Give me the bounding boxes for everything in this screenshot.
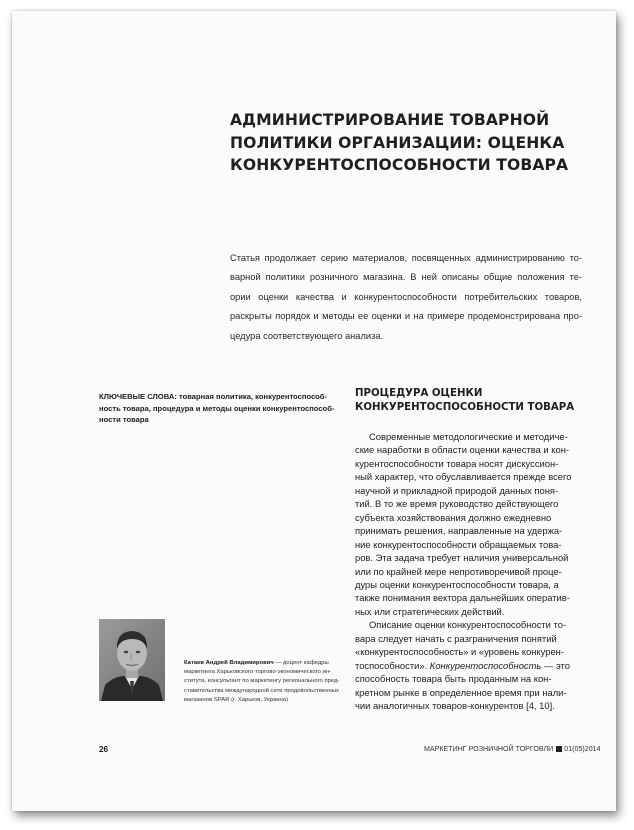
square-bullet-icon	[556, 746, 562, 752]
page-number: 26	[99, 745, 109, 754]
article-lead	[230, 249, 582, 346]
body-line: принимать решения, направленные на удержа-	[355, 525, 563, 537]
journal-name: МАРКЕТИНГ РОЗНИЧНОЙ ТОРГОВЛИ	[424, 745, 554, 753]
body-line: ские наработки в области оценки качества и кон-	[355, 444, 569, 456]
body-line: научной и прикладной природой данных поня-	[355, 484, 559, 496]
body-line: курентоспособности товара носят дискуссион-	[355, 457, 559, 469]
author-line: магазинов SPAR (г. Харьков, Украина)	[184, 696, 289, 703]
body-line: дуры оценки конкурентоспособности товара, а	[355, 578, 559, 590]
lead-line: Статья продолжает серию материалов, посвященных администрированию то-	[230, 253, 582, 263]
keywords-block	[99, 391, 335, 426]
title-line: ПОЛИТИКИ ОРГАНИЗАЦИИ: ОЦЕНКА	[230, 133, 565, 152]
lead-line: ории оценки качества и конкурентоспособности потребительских товаров,	[230, 291, 582, 302]
term-emphasis: Конкурентоспособность	[429, 659, 542, 671]
body-line: Описание оценки конкурентоспособности то-	[369, 619, 567, 631]
issue-number: 01(05)2014	[564, 745, 601, 753]
body-line: ный характер, что обуславливается прежде всего	[355, 471, 572, 483]
lead-line: цедура соответствующего анализа.	[230, 330, 384, 341]
body-line: кретном рынке в определенное время при нали-	[355, 686, 567, 698]
keywords-line: ности товара	[99, 415, 149, 425]
article-title	[230, 109, 569, 177]
body-line: Современные методологические и методиче-	[369, 431, 568, 442]
author-line: маркетинга Харьковского торгово-экономического ин-	[184, 669, 332, 676]
body-line: ных или стратегических действий.	[355, 605, 505, 617]
author-desc: — доцент кафедры	[275, 660, 329, 666]
section-heading-line: ПРОЦЕДУРА ОЦЕНКИ	[355, 388, 483, 399]
author-photo	[99, 619, 165, 701]
body-line: чии аналогичных товаров-конкурентов [4, 10].	[355, 700, 555, 712]
section-heading	[355, 387, 595, 415]
keywords-line: ность товара, процедура и методы оценки конкурентоспособ-	[99, 403, 335, 413]
lead-line: раскрыты порядок и методы ее оценки и на примере продемонстрирована про-	[230, 311, 582, 322]
body-line: субъекта хозяйствования должно ежедневно	[355, 511, 552, 523]
author-line	[184, 659, 344, 668]
author-name: Катаев Андрей Владимирович	[184, 660, 274, 666]
body-line: также понимания вектора дальнейших оператив-	[355, 592, 570, 604]
author-line: ставительства международной сети продовольственных	[184, 687, 339, 694]
author-line: ститута, консультант по маркетингу регионального пред-	[184, 678, 340, 685]
section-heading-line: КОНКУРЕНТОСПОСОБНОСТИ ТОВАРА	[355, 401, 575, 413]
body-line: или по крайней мере непротиворечивой проце-	[355, 565, 562, 577]
lead-line: варной политики розничного магазина. В ней описаны общие положения те-	[230, 272, 582, 283]
magazine-page	[12, 11, 616, 811]
body-line: ров. Эта задача требует наличия универсальной	[355, 552, 569, 564]
body-line: тий. В то же время руководство действующего	[355, 498, 559, 510]
body-line	[355, 659, 588, 672]
title-line: АДМИНИСТРИРОВАНИЕ ТОВАРНОЙ	[230, 111, 550, 129]
body-span: тоспособности».	[355, 659, 428, 671]
title-line: КОНКУРЕНТОСПОСОБНОСТИ ТОВАРА	[230, 156, 569, 174]
running-footer	[424, 745, 601, 753]
body-span: — это	[543, 659, 570, 671]
author-info	[184, 659, 344, 705]
body-line: вара следует начать с разграничения понятий	[355, 632, 557, 644]
body-line: способность товара быть проданным на кон-	[355, 673, 552, 685]
body-line: «конкурентоспособность» и «уровень конкурен-	[355, 646, 564, 658]
keywords-line: КЛЮЧЕВЫЕ СЛОВА: товарная политика, конкурентоспособ-	[99, 392, 328, 401]
body-text	[355, 430, 588, 713]
body-line: ние конкурентоспособности обращаемых това-	[355, 538, 562, 550]
